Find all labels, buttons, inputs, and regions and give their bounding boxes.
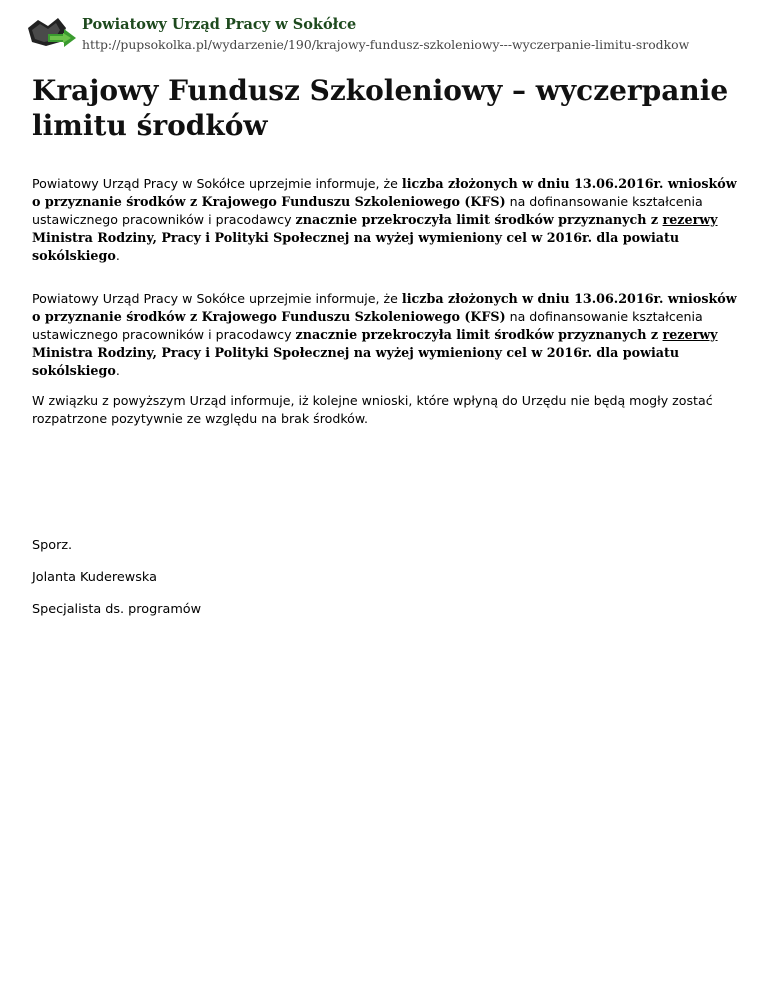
- signature-role: Specjalista ds. programów: [32, 602, 202, 617]
- article-paragraph-2: [32, 290, 738, 380]
- page-url[interactable]: http://pupsokolka.pl/wydarzenie/190/krajowy-fundusz-szkoleniowy---wyczerpanie-limitu-srodkow: [82, 37, 690, 52]
- paragraph-text: na dofinansowanie kształcenia ustawicznego pracowników i pracodawcy: [32, 194, 703, 227]
- paragraph-bold-text: liczba złożonych w dniu 13.06.2016r. wniosków o przyznanie środków z Krajowego Funduszu Szkoleniowego (KFS): [32, 291, 737, 324]
- paragraph-text: .: [115, 363, 120, 378]
- article-paragraph-3: [32, 392, 738, 428]
- paragraph-text: Powiatowy Urząd Pracy w Sokółce uprzejmie informuje, że: [32, 291, 402, 306]
- signature-prefix: Sporz.: [32, 538, 73, 553]
- paragraph-text: Powiatowy Urząd Pracy w Sokółce uprzejmie informuje, że: [32, 176, 402, 191]
- paragraph-text: W związku z powyższym Urząd informuje, iż kolejne wnioski, które wpłyną do Urzędu nie będą mogły zostać rozpatrzone pozytywnie ze względu na brak środków.: [32, 393, 713, 426]
- paragraph-bold-text: znacznie przekroczyła limit środków przyznanych z: [295, 327, 663, 342]
- pup-logo-icon: [26, 16, 78, 50]
- article-title: Krajowy Fundusz Szkoleniowy – wyczerpanie limitu środków: [32, 74, 729, 142]
- paragraph-text: na dofinansowanie kształcenia ustawicznego pracowników i pracodawcy: [32, 309, 703, 342]
- paragraph-bold-text: Ministra Rodziny, Pracy i Polityki Społecznej na wyżej wymieniony cel w 2016r. dla powiatu sokólskiego: [32, 230, 680, 263]
- paragraph-text: .: [115, 248, 120, 263]
- site-name[interactable]: Powiatowy Urząd Pracy w Sokółce: [82, 16, 357, 33]
- signature-name: Jolanta Kuderewska: [32, 570, 157, 585]
- paragraph-bold-text: znacznie przekroczyła limit środków przyznanych z: [295, 212, 663, 227]
- paragraph-bold-text: Ministra Rodziny, Pracy i Polityki Społecznej na wyżej wymieniony cel w 2016r. dla powiatu sokólskiego: [32, 345, 680, 378]
- underlined-term: rezerwy: [662, 212, 718, 227]
- article-paragraph-1: [32, 175, 738, 265]
- paragraph-bold-text: liczba złożonych w dniu 13.06.2016r. wniosków o przyznanie środków z Krajowego Funduszu Szkoleniowego (KFS): [32, 176, 737, 209]
- underlined-term: rezerwy: [662, 327, 718, 342]
- page-header: [26, 12, 756, 54]
